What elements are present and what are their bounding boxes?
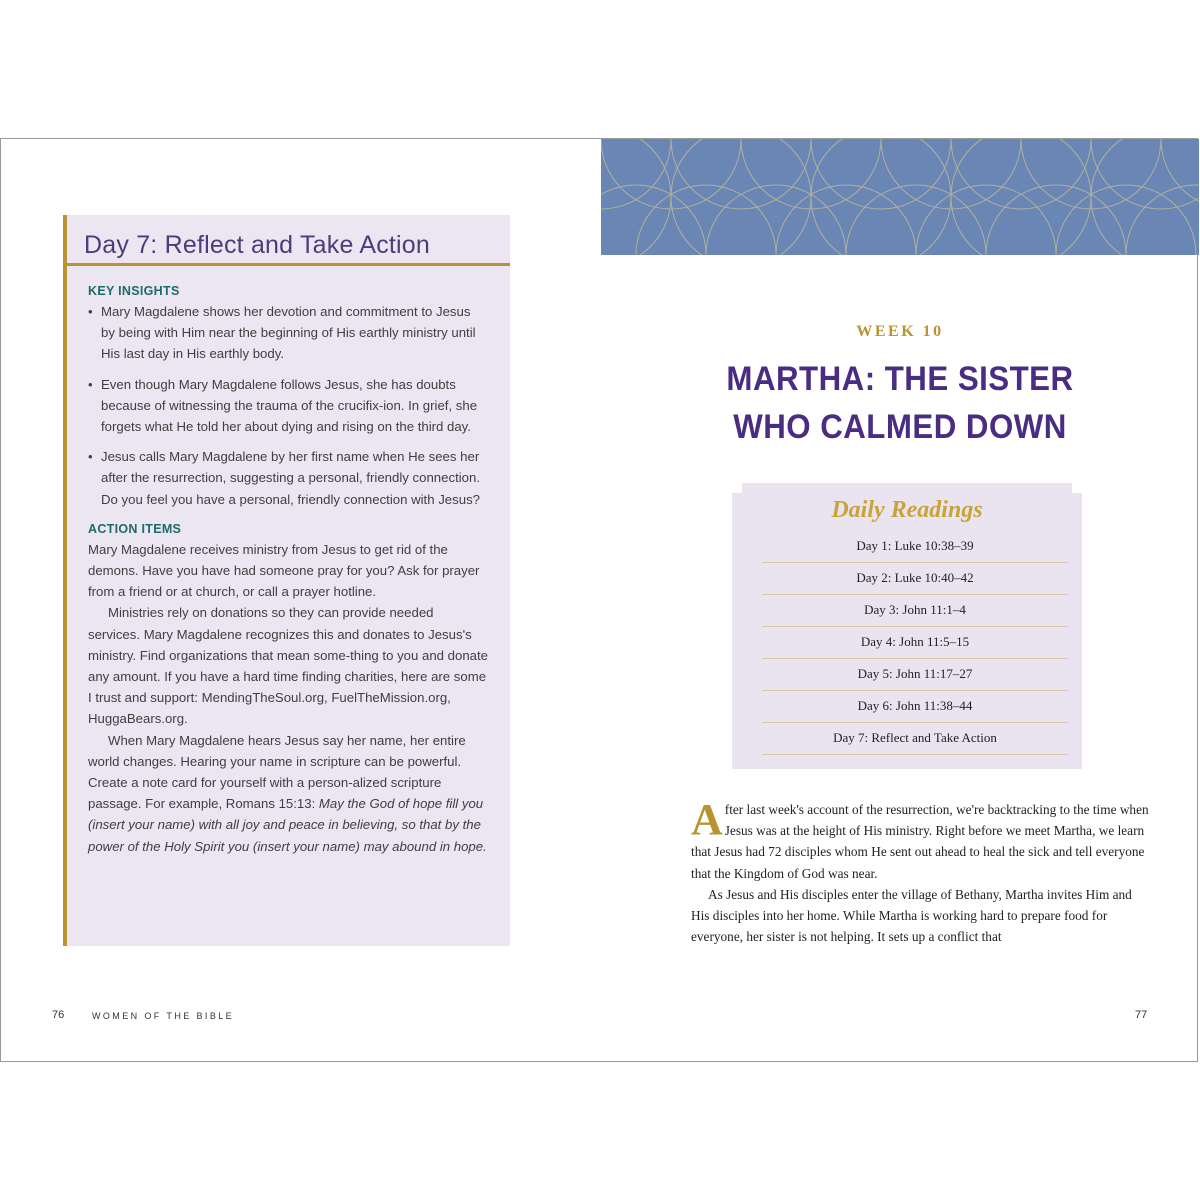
body-paragraph: As Jesus and His disciples enter the village of Bethany, Martha invites Him and His disciples into her home. While Martha is working hard to prepare food for everyone, her sister is not helping. It sets up a conflict that	[691, 886, 1132, 945]
reflection-sidebar	[63, 215, 510, 946]
sidebar-gold-rule	[63, 215, 67, 946]
reading-item: Day 6: John 11:38–44	[762, 691, 1068, 723]
insight-item: • Even though Mary Magdalene follows Jesus, she has doubts because of witnessing the trauma of the crucifix-ion. In grief, she forgets what He told her about dying and rising on the third day.	[88, 374, 488, 438]
action-items-heading: ACTION ITEMS	[88, 521, 182, 536]
circle-pattern-icon	[601, 139, 1199, 255]
chapter-body-text	[691, 795, 1149, 947]
page-number-right: 77	[1135, 1009, 1148, 1021]
reading-item: Day 3: John 11:1–4	[762, 595, 1068, 627]
chapter-title-line: WHO CALMED DOWN	[733, 408, 1067, 446]
insight-item: • Jesus calls Mary Magdalene by her first name when He sees her after the resurrection, suggesting a personal, friendly connection. Do you feel you have a personal, friendly connection with Jesus?	[88, 446, 488, 510]
scripture-quote: May the God of hope fill you (insert your name) with all joy and peace in believing, so that by the power of the Holy Spirit you (insert your name) may abound in hope.	[88, 796, 487, 854]
body-paragraph	[691, 795, 1149, 884]
insights-list	[88, 301, 488, 510]
reading-item: Day 5: John 11:17–27	[762, 659, 1068, 691]
chapter-title-line: MARTHA: THE SISTER	[726, 360, 1074, 398]
week-label: WEEK 10	[856, 323, 944, 340]
daily-readings-box	[732, 483, 1082, 769]
reading-item: Day 2: Luke 10:40–42	[762, 563, 1068, 595]
action-paragraph: Ministries rely on donations so they can provide needed services. Mary Magdalene recognizes this and donates to Jesus's ministry. Find organizations that mean some-thing to you and donate any amount. If you have a hard time finding charities, here are some I trust and support: MendingTheSoul.org, FuelTheMission.org, HuggaBears.org.	[88, 605, 488, 727]
decorative-header-pattern	[601, 139, 1199, 255]
action-paragraph-text: When Mary Magdalene hears Jesus say her name, her entire world changes. Hearing your name in scripture can be powerful. Create a note card for yourself with a person-alized scripture passage. For example, Romans 15:13:	[88, 732, 466, 812]
running-head: WOMEN OF THE BIBLE	[92, 1011, 235, 1021]
sidebar-body	[88, 281, 488, 857]
readings-heading: Daily Readings	[831, 497, 983, 523]
insight-item: • Mary Magdalene shows her devotion and commitment to Jesus by being with Him near the beginning of His earthly ministry until His last day in His earthly body.	[88, 301, 488, 365]
action-items	[88, 539, 488, 857]
reading-item: Day 1: Luke 10:38–39	[762, 531, 1068, 563]
sidebar-title: Day 7: Reflect and Take Action	[84, 231, 431, 259]
title-underline	[63, 263, 510, 266]
body-paragraph-text: fter last week's account of the resurrection, we're backtracking to the time when Jesus was at the height of His ministry. Right before we meet Martha, we learn that Jesus had 72 disciples whom He sent out ahead to heal the sick and tell everyone that the Kingdom of God was near.	[691, 802, 1149, 881]
action-paragraph: Mary Magdalene receives ministry from Jesus to get rid of the demons. Have you have had someone pray for you? Ask for prayer from a friend or at church, or call a prayer hotline.	[88, 541, 480, 600]
reading-item: Day 7: Reflect and Take Action	[762, 723, 1068, 755]
chapter-title	[625, 355, 1175, 451]
reading-item: Day 4: John 11:5–15	[762, 627, 1068, 659]
readings-list	[762, 531, 1068, 755]
book-spread	[0, 138, 1198, 1062]
page-number-left: 76	[52, 1009, 65, 1021]
key-insights-heading: KEY INSIGHTS	[88, 284, 180, 298]
drop-cap: A	[691, 795, 723, 844]
action-paragraph	[88, 730, 488, 857]
